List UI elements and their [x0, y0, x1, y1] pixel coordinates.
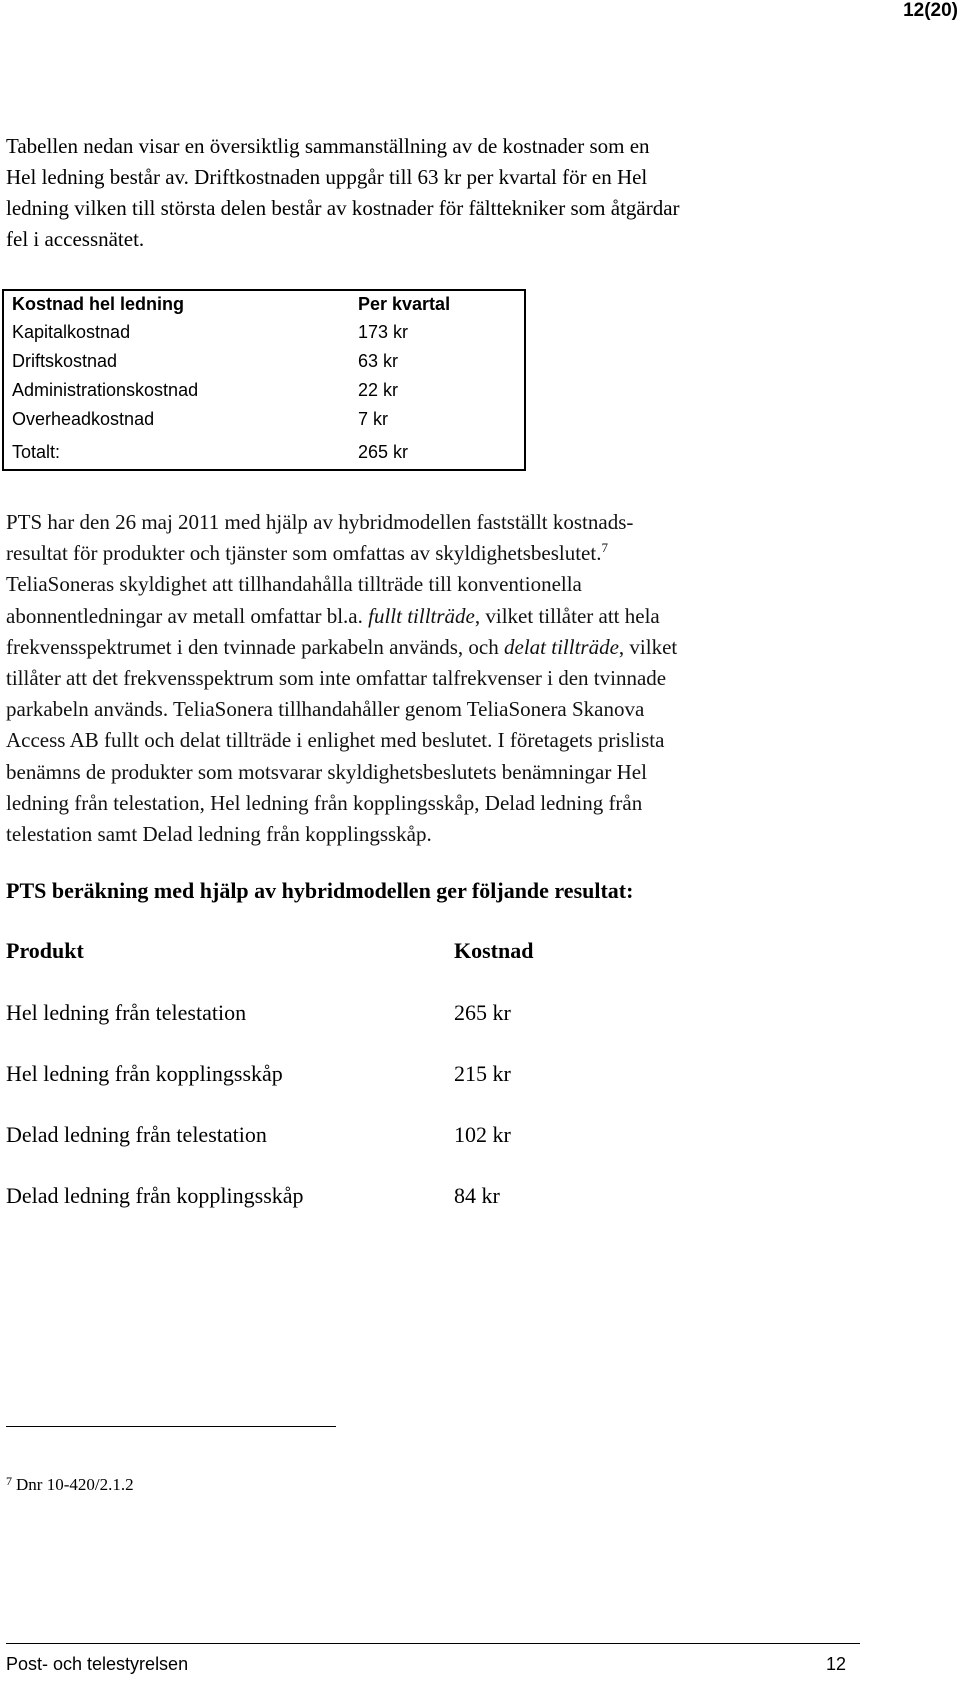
- page-number-header: 12(20): [903, 0, 958, 21]
- cost-label: Kapitalkostnad: [12, 322, 131, 342]
- cost-value: 22 kr: [358, 380, 399, 400]
- paragraph-text: frekvensspektrumet i den tvinnade parkabeln används, och: [6, 634, 505, 659]
- intro-paragraph: [6, 131, 856, 255]
- footer-divider: [6, 1643, 860, 1644]
- product-cost: 102 kr: [454, 1122, 511, 1147]
- results-row: [6, 1000, 706, 1030]
- cost-table-row: [4, 322, 524, 346]
- paragraph-line: telestation samt Delad ledning från kopplingsskåp.: [6, 822, 432, 847]
- footnote: [6, 1475, 134, 1495]
- cost-value: 63 kr: [358, 351, 399, 371]
- paragraph-text: , vilket tillåter att hela: [474, 603, 660, 628]
- paragraph-text: resultat för produkter och tjänster som omfattas av skyldighetsbeslutet.: [6, 541, 602, 566]
- footnote-text: Dnr 10-420/2.1.2: [16, 1475, 134, 1494]
- cost-table: [2, 289, 526, 471]
- cost-table-header-value: Per kvartal: [358, 294, 451, 314]
- results-header-row: [6, 938, 706, 968]
- paragraph-line: TeliaSoneras skyldighet att tillhandahålla tillträde till konventionella: [6, 572, 582, 597]
- results-col-cost: Kostnad: [454, 938, 534, 963]
- cost-total-label: Totalt:: [12, 442, 61, 462]
- intro-line: Hel ledning består av. Driftkostnaden uppgår till 63 kr per kvartal för en Hel: [6, 165, 648, 189]
- product-cost: 84 kr: [454, 1183, 500, 1208]
- cost-table-row: [4, 351, 524, 375]
- cost-table-header-row: [4, 294, 524, 318]
- cost-table-total-row: [4, 442, 524, 466]
- cost-table-header-label: Kostnad hel ledning: [12, 294, 185, 314]
- footnote-reference[interactable]: 7: [601, 540, 608, 556]
- paragraph-line: ledning från telestation, Hel ledning från kopplingsskåp, Delad ledning från: [6, 790, 643, 815]
- results-col-product: Produkt: [6, 938, 84, 963]
- cost-value: 7 kr: [358, 409, 389, 429]
- paragraph-line: PTS har den 26 maj 2011 med hjälp av hybridmodellen fastställt kostnads-: [6, 510, 634, 534]
- paragraph-line: [6, 601, 856, 632]
- product-name: Delad ledning från kopplingsskåp: [6, 1183, 304, 1208]
- paragraph-line: parkabeln används. TeliaSonera tillhandahåller genom TeliaSonera Skanova: [6, 697, 645, 722]
- cost-label: Overheadkostnad: [12, 409, 155, 429]
- paragraph-text: , vilket: [618, 634, 678, 659]
- cost-label: Administrationskostnad: [12, 380, 199, 400]
- cost-total-value: 265 kr: [358, 442, 409, 462]
- cost-table-row: [4, 409, 524, 433]
- paragraph-line: Access AB fullt och delat tillträde i enlighet med beslutet. I företagets prislista: [6, 728, 665, 753]
- paragraph-line: tillåter att det frekvensspektrum som inte omfattar talfrekvenser i den tvinnade: [6, 666, 667, 691]
- results-heading: PTS beräkning med hjälp av hybridmodellen ger följande resultat:: [6, 878, 634, 903]
- intro-line: Tabellen nedan visar en översiktlig sammanställning av de kostnader som en: [6, 134, 650, 158]
- intro-line: ledning vilken till största delen består av kostnader för fälttekniker som åtgärdar: [6, 196, 680, 220]
- results-row: [6, 1122, 706, 1152]
- paragraph-line: [6, 538, 856, 569]
- paragraph-line: [6, 632, 856, 663]
- paragraph-text: abonnentledningar av metall omfattar bl.a.: [6, 603, 369, 628]
- emphasis-delat-tilltrade: delat tillträde: [504, 634, 619, 659]
- results-row: [6, 1183, 706, 1213]
- footer-organization: Post- och telestyrelsen: [6, 1654, 189, 1674]
- footnote-number: 7: [6, 1474, 12, 1488]
- footer-page-number: 12: [826, 1654, 847, 1674]
- product-cost: 215 kr: [454, 1061, 511, 1086]
- product-name: Delad ledning från telestation: [6, 1122, 267, 1147]
- results-row: [6, 1061, 706, 1091]
- cost-label: Driftskostnad: [12, 351, 118, 371]
- product-cost: 265 kr: [454, 1000, 511, 1025]
- emphasis-fullt-tilltrade: fullt tillträde: [368, 603, 475, 628]
- decision-paragraph: [6, 507, 856, 850]
- intro-line: fel i accessnätet.: [6, 227, 145, 251]
- cost-value: 173 kr: [358, 322, 409, 342]
- product-name: Hel ledning från kopplingsskåp: [6, 1061, 283, 1086]
- cost-table-row: [4, 380, 524, 404]
- product-name: Hel ledning från telestation: [6, 1000, 247, 1025]
- paragraph-line: benämns de produkter som motsvarar skyldighetsbeslutets benämningar Hel: [6, 759, 647, 784]
- footnote-divider: [6, 1426, 336, 1427]
